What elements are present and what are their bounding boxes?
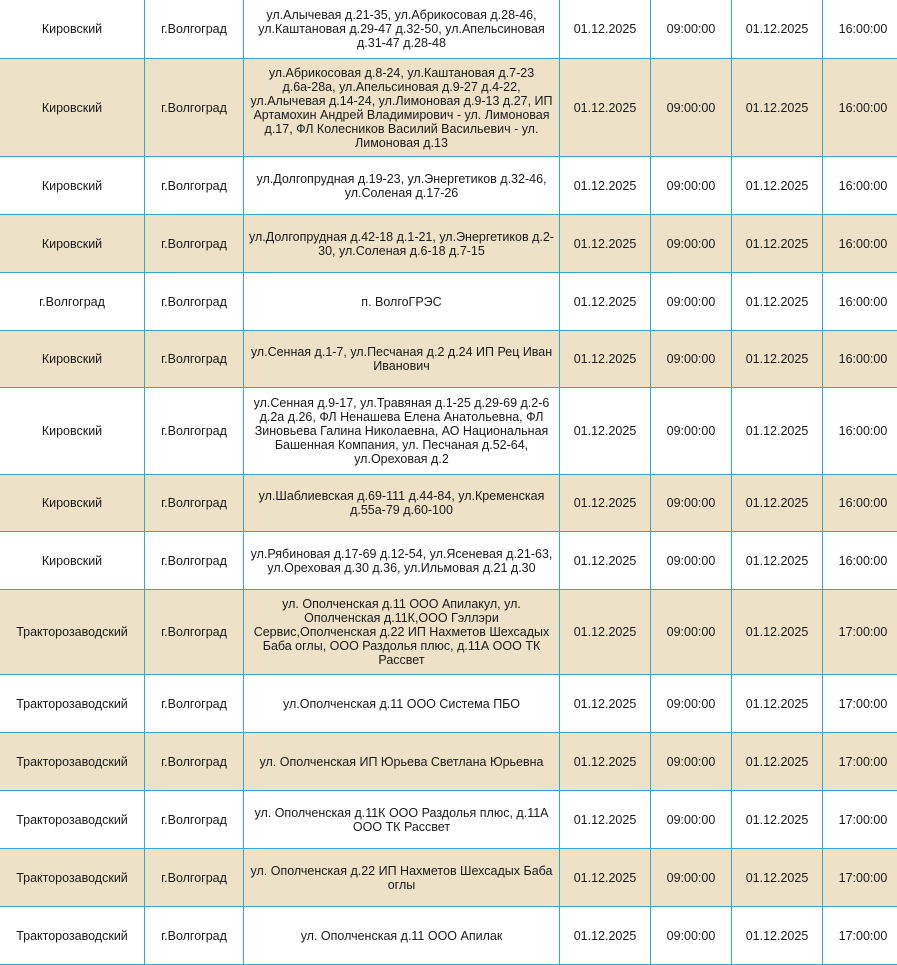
end-time-cell: 16:00:00 [823,215,897,273]
city-cell: г.Волгоград [145,475,244,532]
address-cell: ул.Долгопрудная д.42-18 д.1-21, ул.Энергетиков д.2-30, ул.Соленая д.6-18 д.7-15 [244,215,560,273]
start-date-cell: 01.12.2025 [560,590,651,675]
district-cell: Тракторозаводский [0,907,145,965]
end-date-cell: 01.12.2025 [732,331,823,388]
start-time-cell: 09:00:00 [651,215,732,273]
end-date-cell: 01.12.2025 [732,849,823,907]
table-row [0,59,897,157]
table-row [0,0,897,59]
city-cell: г.Волгоград [145,0,244,59]
start-date-cell: 01.12.2025 [560,791,651,849]
start-time-cell: 09:00:00 [651,849,732,907]
start-time-cell: 09:00:00 [651,0,732,59]
end-time-cell: 16:00:00 [823,0,897,59]
end-date-cell: 01.12.2025 [732,907,823,965]
city-cell: г.Волгоград [145,532,244,590]
start-date-cell: 01.12.2025 [560,388,651,475]
district-cell: Кировский [0,0,145,59]
start-time-cell: 09:00:00 [651,532,732,590]
address-cell: п. ВолгоГРЭС [244,273,560,331]
start-time-cell: 09:00:00 [651,733,732,791]
address-cell: ул. Ополченская ИП Юрьева Светлана Юрьевна [244,733,560,791]
city-cell: г.Волгоград [145,733,244,791]
district-cell: Кировский [0,59,145,157]
end-time-cell: 17:00:00 [823,791,897,849]
address-cell: ул.Шаблиевская д.69-111 д.44-84, ул.Кременская д.55а-79 д.60-100 [244,475,560,532]
address-cell: ул.Рябиновая д.17-69 д.12-54, ул.Ясеневая д.21-63, ул.Ореховая д.30 д.36, ул.Ильмовая д.21 д.30 [244,532,560,590]
table-row [0,907,897,965]
end-time-cell: 17:00:00 [823,590,897,675]
start-time-cell: 09:00:00 [651,157,732,215]
end-date-cell: 01.12.2025 [732,733,823,791]
address-cell: ул.Алычевая д.21-35, ул.Абрикосовая д.28-46, ул.Каштановая д.29-47 д.32-50, ул.Апельсиновая д.31-47 д.28-48 [244,0,560,59]
address-cell: ул. Ополченская д.22 ИП Нахметов Шехсадых Баба оглы [244,849,560,907]
city-cell: г.Волгоград [145,590,244,675]
end-time-cell: 17:00:00 [823,675,897,733]
district-cell: Кировский [0,215,145,273]
end-date-cell: 01.12.2025 [732,675,823,733]
end-date-cell: 01.12.2025 [732,59,823,157]
start-date-cell: 01.12.2025 [560,475,651,532]
district-cell: Тракторозаводский [0,590,145,675]
city-cell: г.Волгоград [145,273,244,331]
start-time-cell: 09:00:00 [651,388,732,475]
table-row [0,733,897,791]
start-date-cell: 01.12.2025 [560,0,651,59]
table-row [0,388,897,475]
end-time-cell: 17:00:00 [823,733,897,791]
end-time-cell: 17:00:00 [823,849,897,907]
start-time-cell: 09:00:00 [651,59,732,157]
end-time-cell: 16:00:00 [823,59,897,157]
address-cell: ул. Ополченская д.11К ООО Раздолья плюс, д.11А ООО ТК Рассвет [244,791,560,849]
end-time-cell: 16:00:00 [823,475,897,532]
table-row [0,791,897,849]
start-date-cell: 01.12.2025 [560,733,651,791]
start-time-cell: 09:00:00 [651,590,732,675]
start-time-cell: 09:00:00 [651,675,732,733]
end-date-cell: 01.12.2025 [732,475,823,532]
table-row [0,331,897,388]
address-cell: ул.Сенная д.9-17, ул.Травяная д.1-25 д.29-69 д.2-6 д.2а д.26, ФЛ Ненашева Елена Анатольевна, ФЛ Зиновьева Галина Николаевна, АО Национальная Башенная Компания, ул. Песчаная д.52-64, ул.Ореховая д.2 [244,388,560,475]
address-cell: ул.Абрикосовая д.8-24, ул.Каштановая д.7-23 д.6а-28а, ул.Апельсиновая д.9-27 д.4-22, ул.Алычевая д.14-24, ул.Лимоновая д.9-13 д.27, ИП Артамохин Андрей Владимирович - ул. Лимоновая д.17, ФЛ Колесников Василий Васильевич - ул. Лимоновая д.13 [244,59,560,157]
start-time-cell: 09:00:00 [651,791,732,849]
end-time-cell: 16:00:00 [823,388,897,475]
district-cell: Кировский [0,157,145,215]
district-cell: Кировский [0,388,145,475]
start-date-cell: 01.12.2025 [560,157,651,215]
end-time-cell: 16:00:00 [823,532,897,590]
city-cell: г.Волгоград [145,388,244,475]
city-cell: г.Волгоград [145,907,244,965]
address-cell: ул.Долгопрудная д.19-23, ул.Энергетиков д.32-46, ул.Соленая д.17-26 [244,157,560,215]
start-date-cell: 01.12.2025 [560,215,651,273]
start-date-cell: 01.12.2025 [560,532,651,590]
end-time-cell: 16:00:00 [823,331,897,388]
end-time-cell: 16:00:00 [823,157,897,215]
address-cell: ул. Ополченская д.11 ООО Апилак [244,907,560,965]
end-date-cell: 01.12.2025 [732,215,823,273]
address-cell: ул.Сенная д.1-7, ул.Песчаная д.2 д.24 ИП Рец Иван Иванович [244,331,560,388]
start-time-cell: 09:00:00 [651,331,732,388]
end-date-cell: 01.12.2025 [732,532,823,590]
district-cell: Тракторозаводский [0,791,145,849]
end-time-cell: 16:00:00 [823,273,897,331]
start-date-cell: 01.12.2025 [560,907,651,965]
start-time-cell: 09:00:00 [651,907,732,965]
district-cell: Кировский [0,331,145,388]
end-date-cell: 01.12.2025 [732,273,823,331]
start-date-cell: 01.12.2025 [560,273,651,331]
table-row [0,590,897,675]
start-time-cell: 09:00:00 [651,273,732,331]
end-date-cell: 01.12.2025 [732,388,823,475]
end-date-cell: 01.12.2025 [732,0,823,59]
table-row [0,675,897,733]
end-date-cell: 01.12.2025 [732,590,823,675]
address-cell: ул.Ополченская д.11 ООО Система ПБО [244,675,560,733]
table-row [0,475,897,532]
district-cell: Тракторозаводский [0,675,145,733]
table-row [0,215,897,273]
start-time-cell: 09:00:00 [651,475,732,532]
city-cell: г.Волгоград [145,675,244,733]
end-date-cell: 01.12.2025 [732,791,823,849]
district-cell: г.Волгоград [0,273,145,331]
district-cell: Тракторозаводский [0,733,145,791]
end-date-cell: 01.12.2025 [732,157,823,215]
table-row [0,849,897,907]
city-cell: г.Волгоград [145,849,244,907]
table-row [0,532,897,590]
start-date-cell: 01.12.2025 [560,59,651,157]
table-row [0,157,897,215]
start-date-cell: 01.12.2025 [560,849,651,907]
city-cell: г.Волгоград [145,157,244,215]
district-cell: Тракторозаводский [0,849,145,907]
city-cell: г.Волгоград [145,331,244,388]
address-cell: ул. Ополченская д.11 ООО Апилакул, ул. Ополченская д.11К,ООО Гэллэри Сервис,Ополченская д.22 ИП Нахметов Шехсадых Баба оглы, ООО Раздолья плюс, д.11А ООО ТК Рассвет [244,590,560,675]
city-cell: г.Волгоград [145,215,244,273]
start-date-cell: 01.12.2025 [560,331,651,388]
end-time-cell: 17:00:00 [823,907,897,965]
district-cell: Кировский [0,532,145,590]
start-date-cell: 01.12.2025 [560,675,651,733]
city-cell: г.Волгоград [145,59,244,157]
table-row [0,273,897,331]
district-cell: Кировский [0,475,145,532]
city-cell: г.Волгоград [145,791,244,849]
